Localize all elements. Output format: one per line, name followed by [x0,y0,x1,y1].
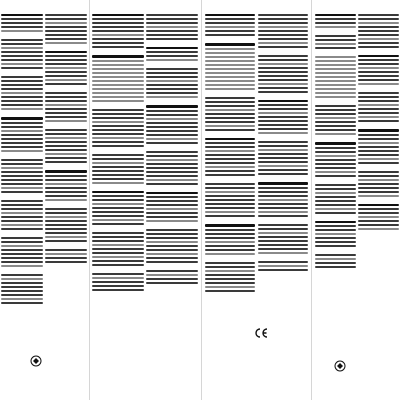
panel-3 [204,0,309,400]
fold-line [89,0,90,400]
panel-4-col-left [315,14,356,390]
panel-2-col-right [146,14,198,390]
panel-4 [314,0,400,400]
panel-1-col-right [45,14,87,390]
panel-1 [0,0,88,400]
recycle-logo-icon [30,355,42,367]
panel-1-col-left [1,14,43,390]
panel-2 [91,0,199,400]
panel-4-col-right [358,14,399,390]
fold-line [311,0,312,400]
fold-line [201,0,202,400]
recycle-logo-icon [334,360,346,372]
panel-2-col-left [92,14,144,390]
ce-mark-icon [254,328,268,338]
panel-3-col-left [205,14,255,390]
